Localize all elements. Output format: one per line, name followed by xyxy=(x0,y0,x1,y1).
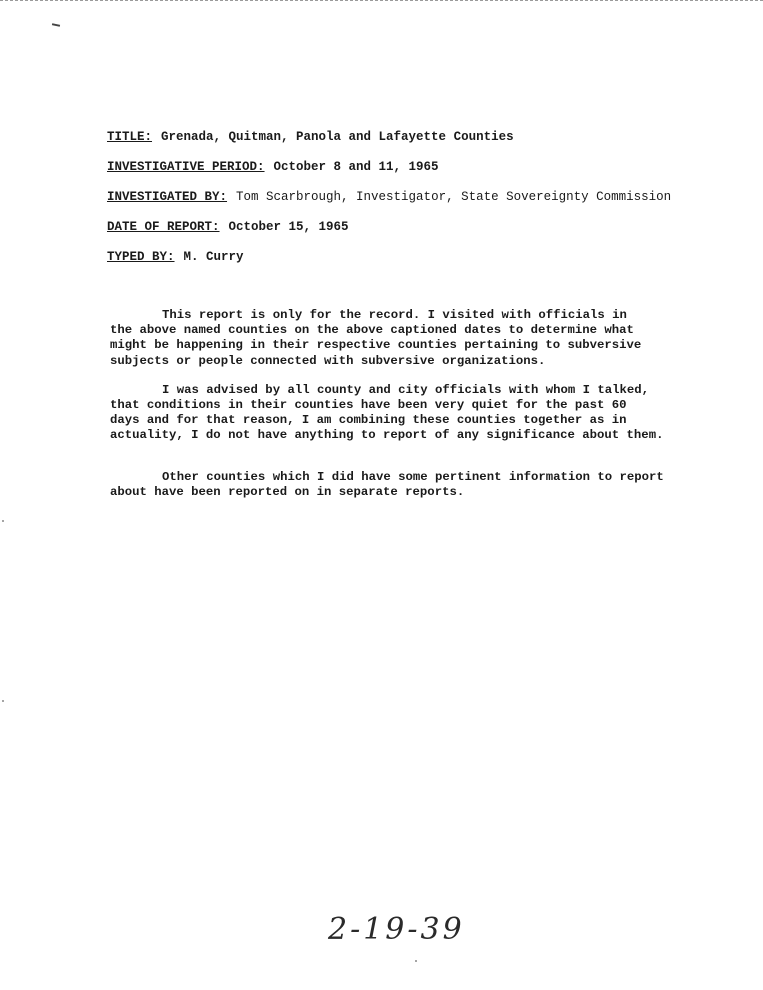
investigated-by-field xyxy=(107,189,707,219)
paragraph-other-counties: Other counties which I did have some pertinent information to report about have been reported on in separate reports. xyxy=(110,469,664,499)
page-top-edge xyxy=(0,0,763,4)
title-label: TITLE: xyxy=(107,130,153,144)
title-value: Grenada, Quitman, Panola and Lafayette Counties xyxy=(161,130,514,144)
investigative-period-label: INVESTIGATIVE PERIOD: xyxy=(107,160,265,174)
handwritten-file-number: 2-19-39 xyxy=(328,912,465,947)
typed-by-value: M. Curry xyxy=(183,250,244,264)
typed-by-label: TYPED BY: xyxy=(107,250,175,264)
scan-speck xyxy=(415,960,417,962)
report-body xyxy=(110,308,690,514)
paragraph-record: This report is only for the record. I visited with officials in the above named counties on the above captioned dates to determine what might be happening in their respective counties pertaining to subversive subjects or people connected with subversive organizations. xyxy=(110,308,642,368)
typed-by-field xyxy=(107,249,707,279)
report-header xyxy=(107,129,707,279)
date-of-report-value: October 15, 1965 xyxy=(228,220,349,234)
date-of-report-label: DATE OF REPORT: xyxy=(107,220,220,234)
paragraph-officials: I was advised by all county and city officials with whom I talked, that conditions in their counties have been very quiet for the past 60 days and for that reason, I am combining these counties together as in actuality, I do not have anything to report of any significance about them. xyxy=(110,382,664,443)
investigative-period-value: October 8 and 11, 1965 xyxy=(273,160,439,174)
scan-speck xyxy=(2,520,4,522)
investigated-by-label: INVESTIGATED BY: xyxy=(107,190,228,204)
scan-speck xyxy=(2,700,4,702)
investigated-by-value: Tom Scarbrough, Investigator, State Sovereignty Commission xyxy=(236,190,672,204)
investigative-period-field xyxy=(107,159,707,189)
date-of-report-field xyxy=(107,219,707,249)
title-field xyxy=(107,129,707,159)
stray-mark xyxy=(52,23,60,27)
